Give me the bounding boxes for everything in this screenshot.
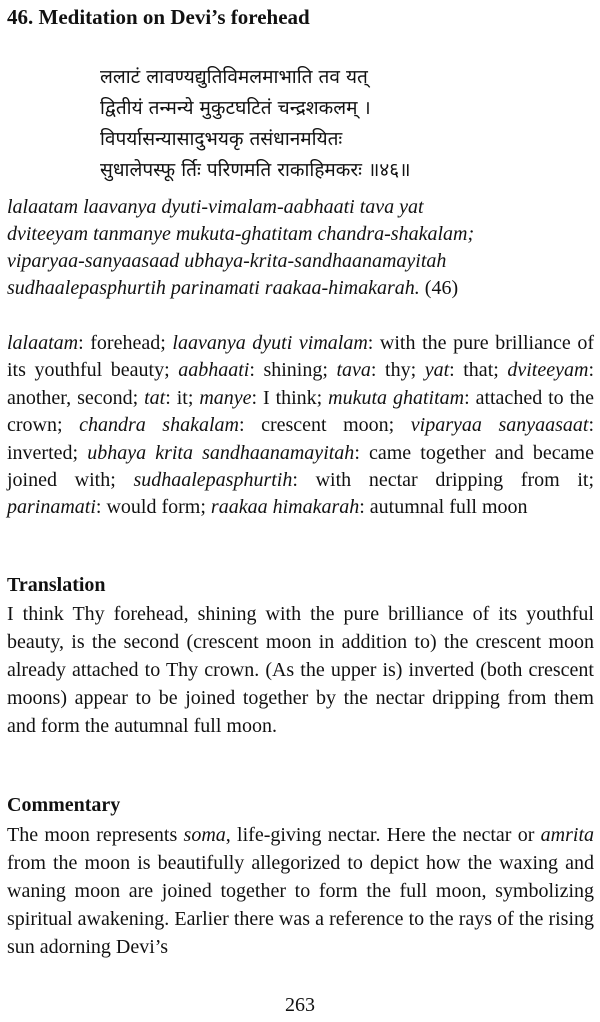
gloss-meaning: : came together and became joined with; bbox=[7, 441, 594, 492]
gloss-meaning: : thy; bbox=[370, 359, 425, 382]
verse-line-2: द्वितीयं तन्मन्ये मुकुटघटितं चन्द्रशकलम् । bbox=[100, 97, 371, 119]
gloss-meaning: : I think; bbox=[251, 386, 329, 409]
term-amrita: amrita bbox=[540, 824, 594, 846]
translit-line-2: dviteeyam tanmanye mukuta-ghatitam chandra-shakalam; bbox=[7, 223, 475, 245]
verse-number: (46) bbox=[419, 277, 459, 299]
gloss-meaning: : would form; bbox=[95, 496, 211, 519]
gloss-term: laavanya dyuti vimalam bbox=[172, 332, 368, 354]
gloss-meaning: : autumnal full moon bbox=[359, 496, 528, 519]
gloss-meaning: : forehead; bbox=[78, 332, 173, 354]
gloss-meaning: : with the pure brilliance of its youthful beauty; bbox=[7, 332, 594, 382]
verse-line-1: ललाटं लावण्यद्युतिविमलमाभाति तव यत् bbox=[100, 66, 368, 88]
gloss-term: viparyaa sanyaasaat bbox=[410, 414, 589, 437]
commentary-part-1: The moon represents bbox=[7, 824, 184, 846]
gloss-meaning: : inverted; bbox=[7, 414, 594, 464]
gloss-meaning: : that; bbox=[449, 359, 508, 382]
gloss-meaning: : attached to the crown; bbox=[7, 386, 595, 437]
gloss-meaning: : another, second; bbox=[7, 359, 594, 409]
gloss-term: tat bbox=[144, 386, 166, 409]
gloss-term: manye bbox=[199, 386, 252, 409]
term-soma: soma bbox=[183, 824, 226, 846]
page-number: 263 bbox=[285, 994, 315, 1016]
verse-line-4: सुधालेपस्फू र्तिः परिणमति राकाहिमकरः ॥४६॥ bbox=[100, 159, 411, 181]
verse-line-3: विपर्यासन्यासादुभयकृ तसंधानमयितः bbox=[100, 128, 343, 150]
gloss-term: aabhaati bbox=[178, 359, 250, 382]
gloss-term: chandra shakalam bbox=[79, 414, 239, 437]
commentary-part-3: from the moon is beautifully allegorized to depict how the waxing and waning moon are joined together to form the full moon, symbolizing spiritual awakening. Earlier there was a reference to the rays of the rising sun adorning Devi’s bbox=[7, 852, 594, 958]
gloss-term: dviteeyam bbox=[507, 359, 589, 382]
commentary-part-2: , life-giving nectar. Here the nectar or bbox=[225, 824, 541, 846]
translit-line-4-text: sudhaalepasphurtih parinamati raakaa-himakarah. bbox=[7, 277, 420, 299]
gloss-term: raakaa himakarah bbox=[210, 496, 360, 519]
gloss-meaning: : with nectar dripping from it; bbox=[292, 469, 594, 492]
commentary-heading: Commentary bbox=[7, 794, 121, 816]
gloss-meaning: : it; bbox=[165, 386, 200, 409]
commentary-text bbox=[7, 821, 594, 961]
gloss-term: mukuta ghatitam bbox=[328, 386, 465, 409]
gloss-meaning: : crescent moon; bbox=[238, 414, 411, 437]
gloss-term: ubhaya krita sandhaanamayitah bbox=[87, 441, 355, 464]
gloss-term: parinamati bbox=[7, 496, 96, 519]
translit-line-3: viparyaa-sanyaasaad ubhaya-krita-sandhaanamayitah bbox=[7, 250, 447, 272]
gloss-term: yat bbox=[424, 359, 450, 382]
transliteration bbox=[7, 194, 474, 302]
translation-text: I think Thy forehead, shining with the pure brilliance of its youthful beauty, is the second (crescent moon in addition to) the crescent moon already attached to Thy crown. (As the upper is) inverted (both crescent moons) appear to be joined together by the nectar dripping from them and form the autumnal full moon. bbox=[7, 603, 594, 737]
sanskrit-verse bbox=[100, 62, 411, 186]
gloss-meaning: : shining; bbox=[249, 359, 337, 382]
translit-line-1: lalaatam laavanya dyuti-vimalam-aabhaati tava yat bbox=[7, 196, 424, 218]
translit-line-4 bbox=[7, 275, 474, 302]
gloss-term: sudhaalepasphurtih bbox=[133, 469, 293, 492]
word-glossary bbox=[7, 330, 594, 522]
gloss-term: tava bbox=[336, 359, 371, 382]
section-heading: 46. Meditation on Devi’s forehead bbox=[7, 5, 310, 29]
translation-heading: Translation bbox=[7, 574, 106, 596]
gloss-term: lalaatam bbox=[7, 332, 79, 354]
